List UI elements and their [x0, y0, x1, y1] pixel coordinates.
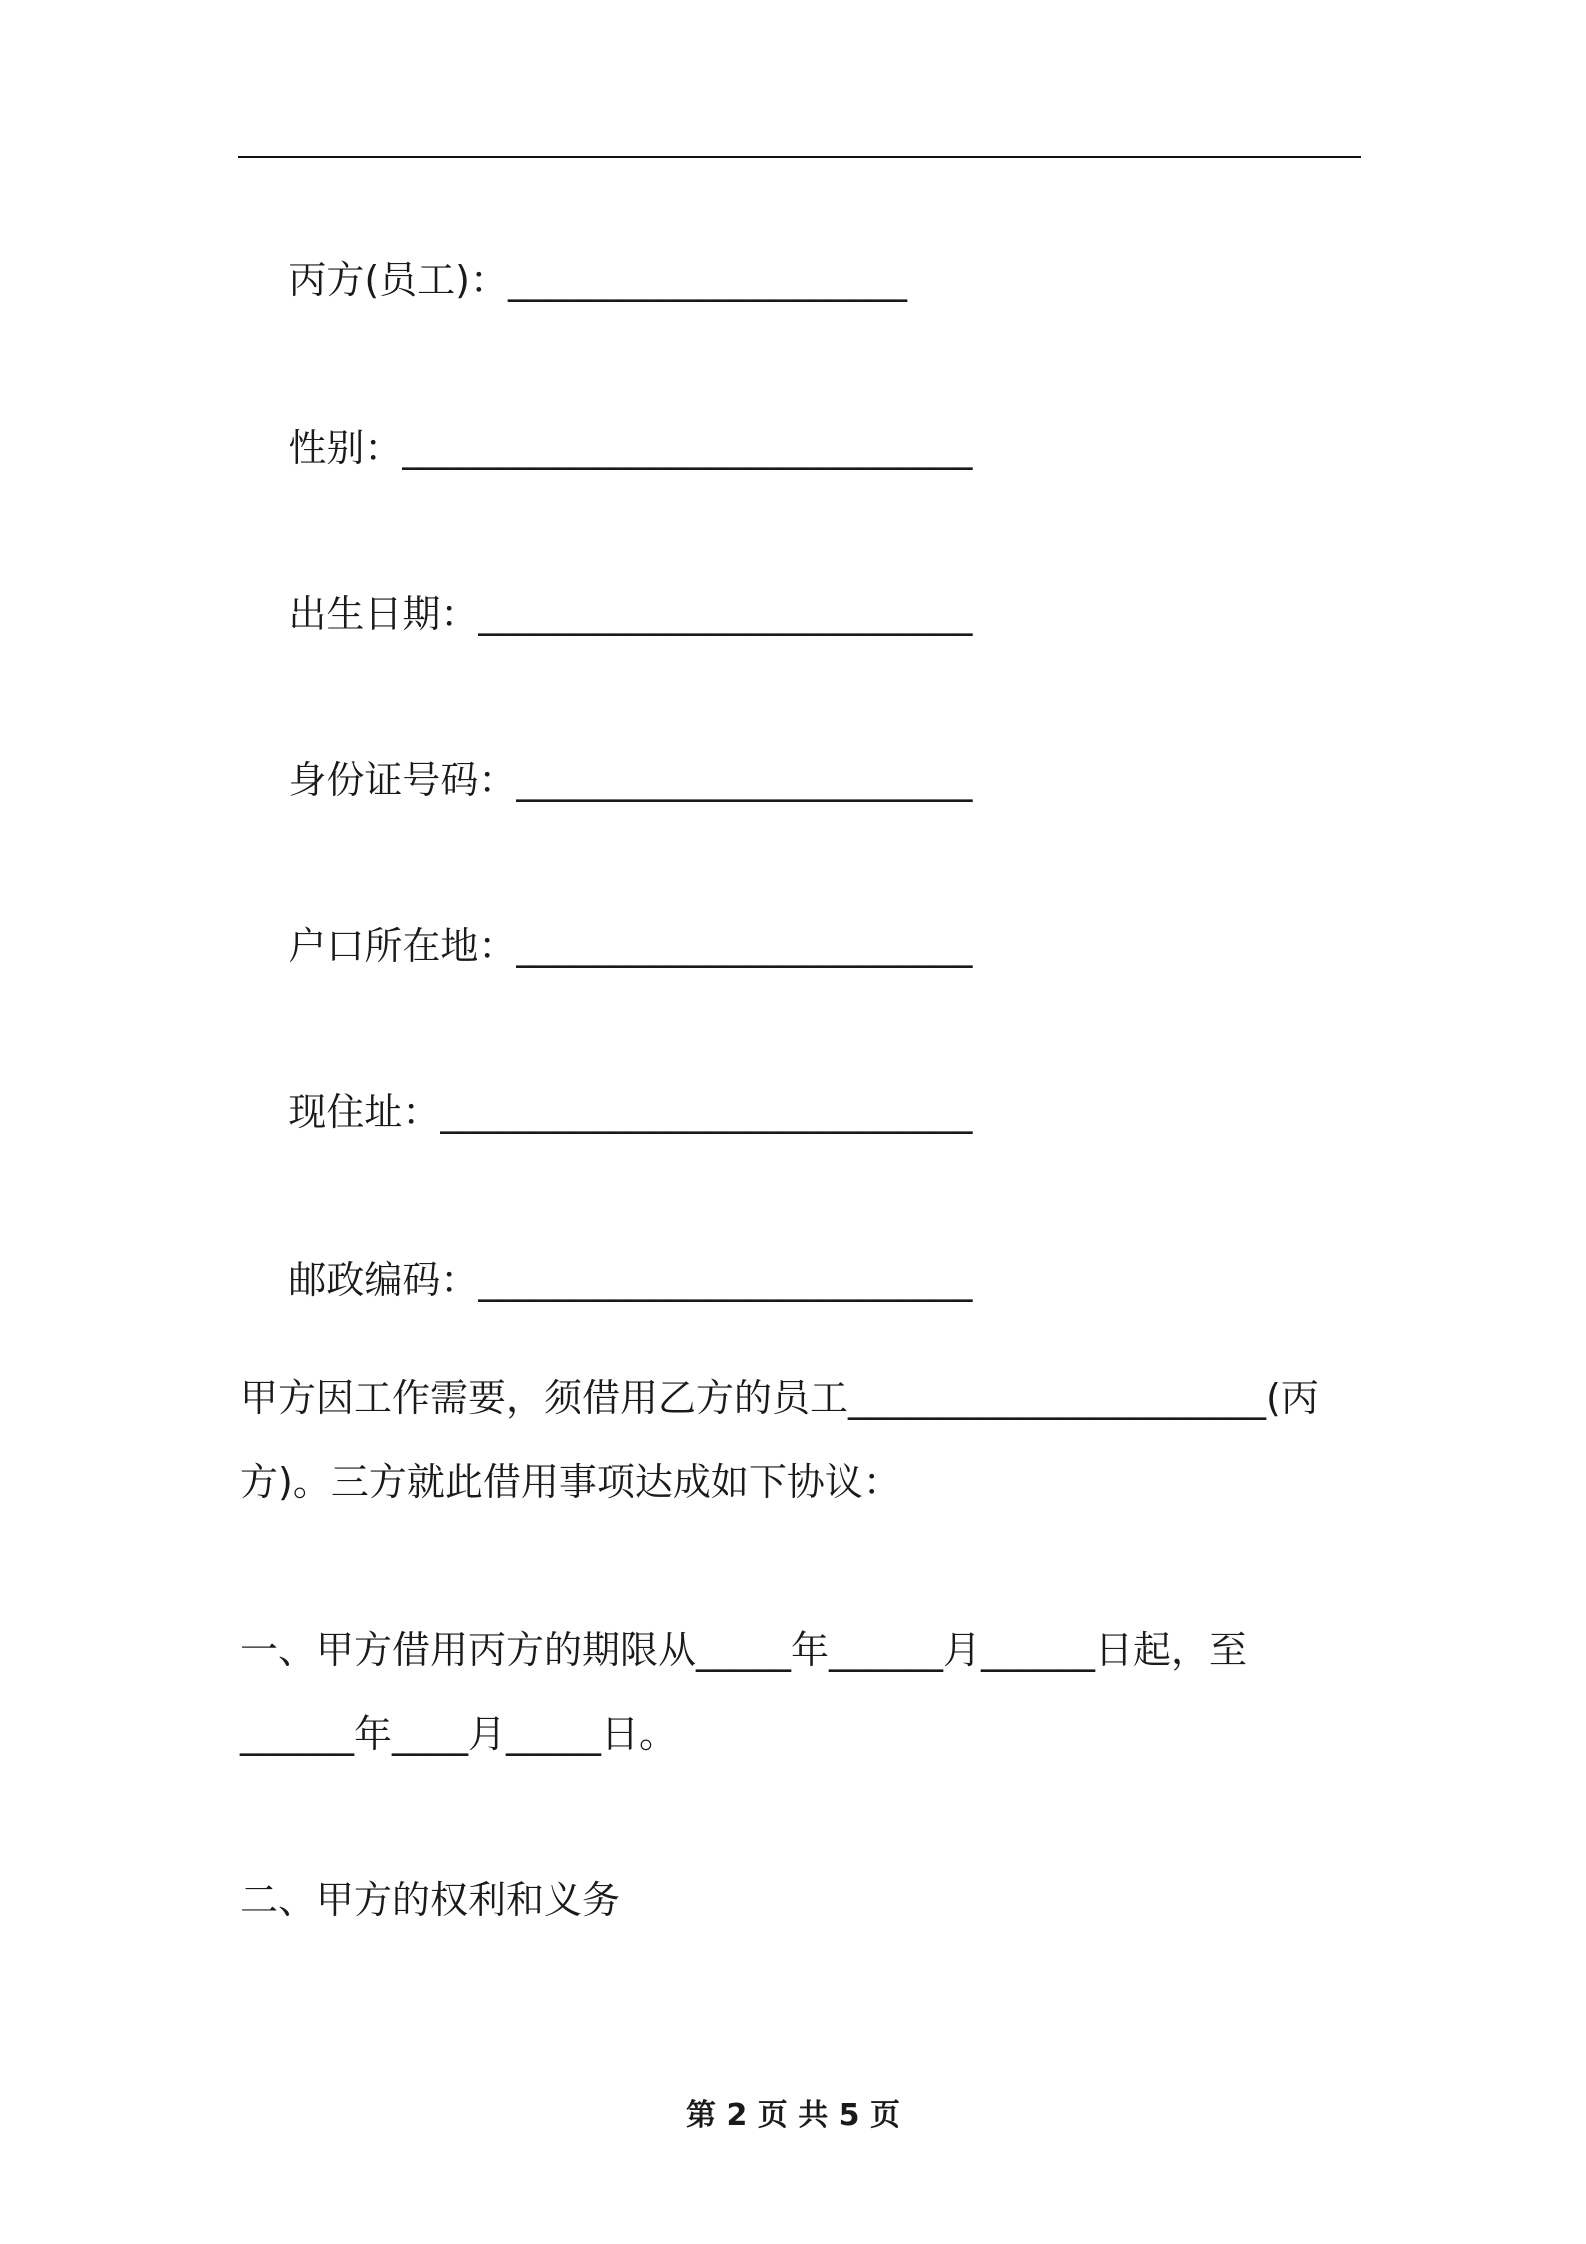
- header-divider: [238, 156, 1361, 158]
- field-label: 邮政编码：: [288, 1258, 479, 1302]
- field-label: 出生日期：: [288, 592, 479, 636]
- field-blank: __________________________: [478, 1258, 973, 1302]
- field-household-registration: [240, 874, 972, 1018]
- field-postal-code: [240, 1208, 972, 1352]
- field-current-address: [240, 1040, 972, 1184]
- field-id-number: [240, 708, 972, 852]
- field-blank: ____________________________: [440, 1090, 973, 1134]
- field-label: 现住址：: [288, 1090, 441, 1134]
- field-blank: ________________________: [516, 758, 973, 802]
- field-blank: ______________________________: [402, 426, 973, 470]
- field-label: 身份证号码：: [288, 758, 517, 802]
- field-blank: _____________________: [507, 258, 907, 302]
- field-label: 丙方(员工)：: [288, 258, 508, 302]
- intro-paragraph-line-2: 方)。三方就此借用事项达成如下协议：: [240, 1460, 901, 1504]
- clause-2-heading: 二、甲方的权利和义务: [240, 1878, 621, 1922]
- page-number-footer: 第 2 页 共 5 页: [686, 2098, 900, 2133]
- field-gender: [240, 376, 972, 520]
- field-blank: ________________________: [516, 924, 973, 968]
- field-birth-date: [240, 542, 972, 686]
- clause-1-line-1: 一、甲方借用丙方的期限从_____年______月______日起，至: [240, 1628, 1248, 1672]
- clause-1-line-2: ______年____月_____日。: [240, 1712, 678, 1756]
- field-label: 户口所在地：: [288, 924, 517, 968]
- intro-paragraph-line-1: 甲方因工作需要，须借用乙方的员工______________________(丙: [240, 1376, 1319, 1420]
- field-label: 性别：: [288, 426, 403, 470]
- field-party-c: [240, 208, 907, 352]
- field-blank: __________________________: [478, 592, 973, 636]
